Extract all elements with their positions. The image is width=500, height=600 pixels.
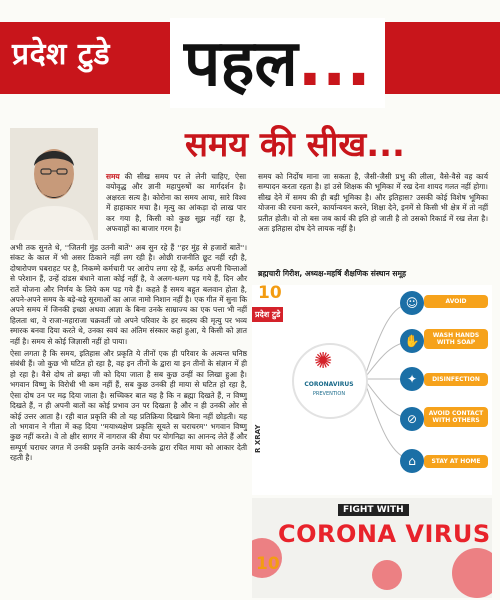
spray-icon: ✦ bbox=[400, 367, 424, 391]
publication-name: प्रदेश टुडे bbox=[12, 37, 111, 72]
article-intro: समय की सीख समय पर ले लेनी चाहिए, ऐसा वयोवृद्ध और ज्ञानी महापुरुषों का मार्गदर्शन है। अक्षरतः सत्य है। कोरोना का समय आया, सारे विश्व में हाहाकार मचा है। मृत्यु का आंकड़ा दो लाख पार कर गया है, किसी को कुछ सूझ नहीं रहा है, अफवाहों का बाजार गरम है। bbox=[106, 172, 246, 234]
step-wash-hands: WASH HANDS WITH SOAP bbox=[424, 329, 488, 349]
prevention-subtitle: PREVENTION bbox=[312, 391, 346, 397]
column-title bbox=[170, 18, 385, 108]
coronavirus-infographic bbox=[252, 285, 492, 495]
lead-word: समय bbox=[106, 172, 120, 181]
infographic-credit: R XRAY bbox=[254, 424, 262, 453]
column-title-text: पहल bbox=[184, 27, 298, 101]
fight-corona-banner bbox=[252, 498, 492, 598]
mask-icon: ☺ bbox=[400, 291, 424, 315]
logo-number: 10 bbox=[258, 285, 282, 303]
article-paragraph: ऐसा लगता है कि समय, इतिहास और प्रकृति ये तीनों एक ही परिवार के अत्यन्त घनिष्ठ संबंधी हैं। जो कुछ भी घटित हो रहा है, वह इन तीनों के द्वारा या इन तीनों के संज्ञान में ही हो रहा है। वैसे दोष तो ब्रम्हा जी को दिया जाता है सब कुछ उन्हीं का लिखा हुआ है। भगवान विष्णु के विरोधी भी कम नहीं हैं, सब कुछ उनकी ही माया से घटित हो रहा है, ऐसा दोष उन पर मढ़ दिया जाता है। सच्चिकर बात यह है कि न ब्रह्मा दिखते हैं, न विष्णु दिखते हैं, न ही अपनी बातों का कोई प्रभाव उन पर दिखता है और न ही उनकी ओर से कोई उत्तर आता है। रही बात प्रकृति की तो यह प्रतिक्रिया दिखाये बिना नहीं छोड़ती। यह तो भगवान ने गीता में कह दिया ''मयाध्यक्षेण प्रकृतिः सूयते स चराचरम'' भगवान विष्णु कुछ नहीं करते। वे तो क्षीर सागर में नागराज की शैया पर योगनिद्रा का आनन्द लेते हैं और सम्पूर्ण चराचर जगत में उनकी प्रकृति उनके कार्य-उनके द्वारा रचित माया को आकार देती रहती है। bbox=[10, 349, 247, 463]
article-column-2 bbox=[10, 243, 247, 466]
virus-blob bbox=[452, 548, 492, 598]
step-avoid: AVOID bbox=[424, 295, 488, 308]
banner-fight-label: FIGHT WITH bbox=[338, 504, 409, 516]
step-stay-home: STAY AT HOME bbox=[424, 455, 488, 468]
article-headline: समय की सीख... bbox=[185, 125, 405, 165]
column-title-dots: ... bbox=[297, 27, 371, 101]
step-avoid-contact: AVOID CONTACT WITH OTHERS bbox=[424, 407, 488, 427]
virus-blob bbox=[372, 560, 402, 590]
article-column-1 bbox=[106, 172, 246, 236]
logo-text: प्रदेश टुडे bbox=[252, 307, 283, 322]
banner-logo-number: 10 bbox=[256, 554, 280, 574]
author-photo bbox=[10, 128, 98, 240]
article-paragraph: समय को निर्दोष माना जा सकता है, जैसी-जैसी प्रभु की लीला, वैसे-वैसे वह कार्य सम्पादन करता रहता है। हां उसे शिक्षक की भूमिका में रख देना शायद गलत नहीं होगा। सीख देने में समय की ही बड़ी भूमिका है। और इतिहास? उसकी कोई विशेष भूमिका योजना की रचना करने, कार्यान्वयन करने, शिक्षा देने, इनमें से किसी भी क्षेत्र में तो नहीं प्रतीत होती। वो तो बस जब कार्य की इति हो जाती है तो उसको रिकार्ड में रख लेता है। अतः इतिहास दोष देने लायक नहीं है। bbox=[258, 172, 488, 234]
banner-corona-title: CORONA VIRUS bbox=[278, 520, 491, 548]
no-contact-icon: ⊘ bbox=[400, 407, 424, 431]
prevention-title: CORONAVIRUS bbox=[304, 381, 354, 388]
virus-icon: ✺ bbox=[314, 349, 333, 374]
home-icon: ⌂ bbox=[400, 449, 424, 473]
handwash-icon: ✋ bbox=[400, 329, 424, 353]
article-column-3 bbox=[258, 172, 488, 236]
article-paragraph: अभी तक सुनते थे, ''जितनी मुंह उतनी बातें'' अब सुन रहे हैं ''हर मुंह से हजारों बातें''। संकट के काल में भी असर ठिकाने नहीं लग रही है। ओछी राजनीति छूट नहीं रही है, दोषारोपण घबराहट पर है, निकम्मे कर्मचारी पर आरोप लगा रहे हैं, कर्मठ अपनी चिन्ताओं से परेशान हैं, उन्हें दांडस बंधाने वाला कोई नहीं है, वे अलग-थलग पड़ गये हैं, दिन और रातें योजना और निर्णय के लिये कम पड़ गये हैं। कहते हैं समय बहुत बलवान होता है, अपने-अपने समय के बड़े-बड़े सूरमाओं का आज नामो निशान नहीं है। एक गीत में सुना कि अपने समय में जिनकी इच्छा अथवा आज्ञा के बिना उनके साम्राज्य का एक पत्ता भी नहीं हिलता था, वे राजा-महाराजा चक्रवर्ती जो अपने परिवार के हर सदस्य की मृत्यु पर भव्य स्मारक बनवा दिया करते थे, उनका स्वयं का अंतिम संस्कार कहां हुआ, ये किसी को ज्ञात नहीं है। समय से कोई जिज्ञासी नहीं हो पाया। bbox=[10, 243, 247, 346]
step-disinfection: DISINFECTION bbox=[424, 373, 488, 386]
author-byline: ब्रह्मचारी गिरीश, अध्यक्ष-महर्षि शैक्षणिक संस्थान समूह bbox=[258, 269, 407, 278]
